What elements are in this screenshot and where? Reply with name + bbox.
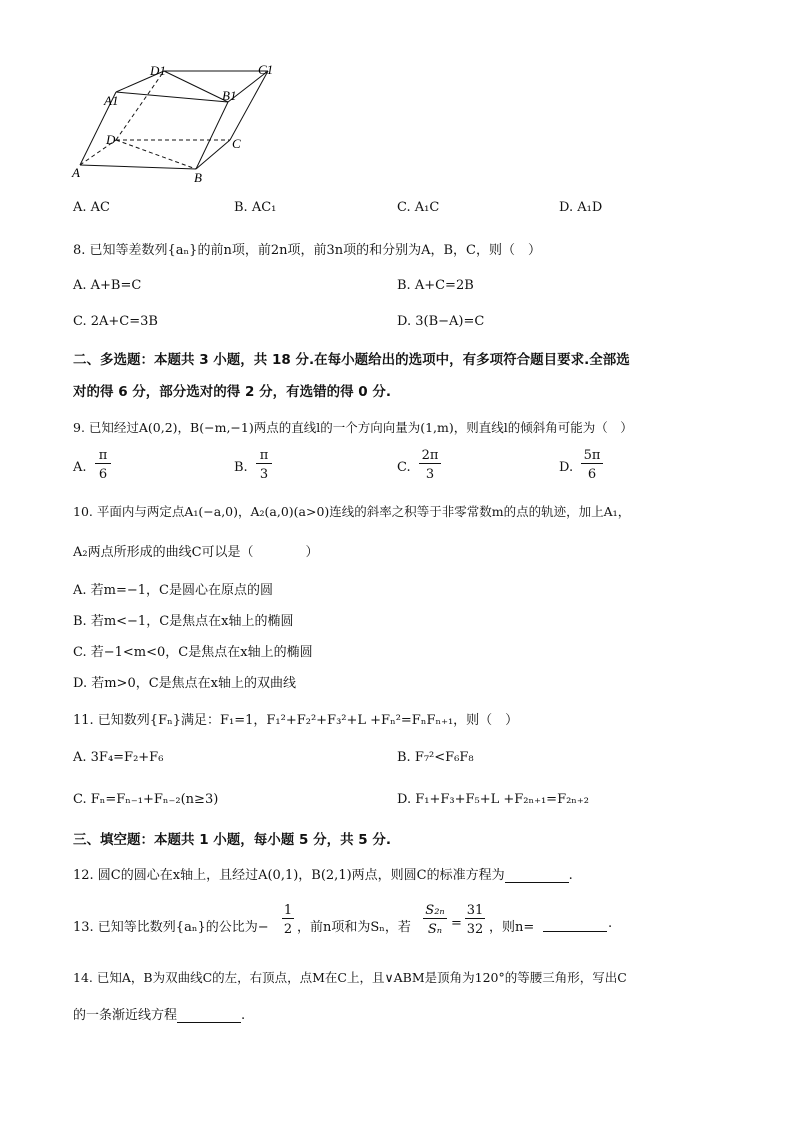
q12-text: 12. 圆C的圆心在x轴上，且经过A(0,1)，B(2,1)两点，则圆C的标准方程为 [73, 868, 505, 883]
q8-option-b[interactable]: B. A+C=2B [397, 278, 474, 293]
edge-c1c [230, 71, 268, 140]
label-a1: A1 [104, 93, 119, 108]
edge-db [116, 140, 196, 169]
section2-heading-line1: 二、多选题：本题共 3 小题，共 18 分.在每小题给出的选项中，有多项符合题目要求.全部选 [73, 352, 630, 368]
q9-option-b-num: π [256, 448, 272, 464]
label-d1: D1 [150, 63, 166, 78]
q13-end: . [608, 916, 613, 931]
q7-option-c[interactable]: C. A₁C [397, 200, 440, 215]
label-d: D [106, 132, 116, 147]
q13-eq: = [451, 916, 462, 931]
q13-answer-blank[interactable] [543, 916, 607, 932]
q9-option-a-den: 6 [98, 467, 108, 482]
q9-option-a-letter: A. [73, 460, 87, 475]
q9-option-a-num: π [95, 448, 111, 464]
q12-stem [73, 864, 573, 883]
q8-stem: 8. 已知等差数列{aₙ}的前n项，前2n项，前3n项的和分别为A，B，C，则（ ） [73, 243, 542, 258]
q9-option-c-letter: C. [397, 460, 411, 475]
q10-option-d[interactable]: D. 若m>0，C是焦点在x轴上的双曲线 [73, 676, 296, 691]
q12-answer-blank[interactable] [505, 868, 569, 883]
q9-option-c-num: 2π [419, 448, 441, 464]
q9-option-b-letter: B. [234, 460, 248, 475]
q13-frac-num: S₂ₙ [423, 903, 447, 919]
section3-heading: 三、填空题：本题共 1 小题，每小题 5 分，共 5 分. [73, 832, 392, 848]
q11-stem: 11. 已知数列{Fₙ}满足：F₁=1，F₁²+F₂²+F₃²+L +Fₙ²=FₙFₙ₊₁，则（ ） [73, 713, 519, 728]
q14-line2-text: 的一条渐近线方程 [73, 1008, 178, 1023]
q9-option-d-den: 6 [587, 467, 597, 482]
q14-end: . [241, 1008, 246, 1023]
parallelepiped-figure [66, 55, 296, 190]
label-c: C [232, 136, 241, 151]
q9-stem: 9. 已知经过A(0,2)，B(−m,−1)两点的直线l的一个方向向量为(1,m)，则直线l的倾斜角可能为（ ） [73, 420, 633, 435]
q8-option-a[interactable]: A. A+B=C [73, 278, 142, 293]
label-a: A [72, 165, 80, 180]
label-b: B [194, 170, 202, 185]
q7-option-a[interactable]: A. AC [73, 200, 110, 215]
q13-stem [73, 903, 673, 947]
q10-option-a[interactable]: A. 若m=−1，C是圆心在原点的圆 [73, 583, 273, 598]
q9-option-d-letter: D. [559, 460, 574, 475]
q11-option-b[interactable]: B. F₇²<F₆F₈ [397, 750, 474, 765]
q13-middle: ，前n项和为Sₙ，若 [297, 920, 411, 935]
q10-option-b[interactable]: B. 若m<−1，C是焦点在x轴上的椭圆 [73, 614, 294, 629]
q12-end: . [568, 868, 573, 883]
q11-option-d[interactable]: D. F₁+F₃+F₅+L +F₂ₙ₊₁=F₂ₙ₊₂ [397, 792, 590, 807]
q10-stem-line1: 10. 平面内与两定点A₁(−a,0)，A₂(a,0)(a>0)连线的斜率之积等于非零常数m的点的轨迹，加上A₁， [73, 504, 631, 519]
q13-suffix: ，则n= [489, 920, 535, 935]
q9-option-b-den: 3 [259, 467, 269, 482]
edge-bc [196, 140, 230, 169]
q7-option-d[interactable]: D. A₁D [559, 200, 603, 215]
q13-frac-den: Sₙ [427, 922, 443, 937]
q11-option-a[interactable]: A. 3F₄=F₂+F₆ [73, 750, 164, 765]
q8-option-c[interactable]: C. 2A+C=3B [73, 314, 158, 329]
q9-option-c-den: 3 [425, 467, 435, 482]
q13-prefix: 13. 已知等比数列{aₙ}的公比为− [73, 920, 269, 935]
edge-ab [80, 165, 196, 169]
q10-option-c[interactable]: C. 若−1<m<0，C是焦点在x轴上的椭圆 [73, 645, 313, 660]
q14-stem-line2 [73, 1004, 245, 1023]
q8-option-d[interactable]: D. 3(B−A)=C [397, 314, 485, 329]
q13-ratio-den: 2 [283, 922, 293, 937]
section2-heading-line2: 对的得 6 分，部分选对的得 2 分，有选错的得 0 分. [73, 384, 392, 400]
q13-val-den: 32 [466, 922, 484, 937]
q14-answer-blank[interactable] [177, 1008, 241, 1023]
q9-option-d-num: 5π [581, 448, 603, 464]
edge-b1b [196, 102, 228, 169]
q14-stem-line1: 14. 已知A，B为双曲线C的左，右顶点，点M在C上，且∨ABM是顶角为120°的等腰三角形，写出C [73, 970, 627, 985]
q7-option-b[interactable]: B. AC₁ [234, 200, 277, 215]
label-c1: C1 [258, 62, 274, 77]
q13-ratio-num: 1 [283, 903, 293, 918]
label-b1: B1 [222, 88, 237, 103]
q10-stem-line2: A₂两点所形成的曲线C可以是（ ） [73, 545, 319, 560]
q13-val-num: 31 [466, 903, 484, 918]
q11-option-c[interactable]: C. Fₙ=Fₙ₋₁+Fₙ₋₂(n≥3) [73, 792, 219, 807]
